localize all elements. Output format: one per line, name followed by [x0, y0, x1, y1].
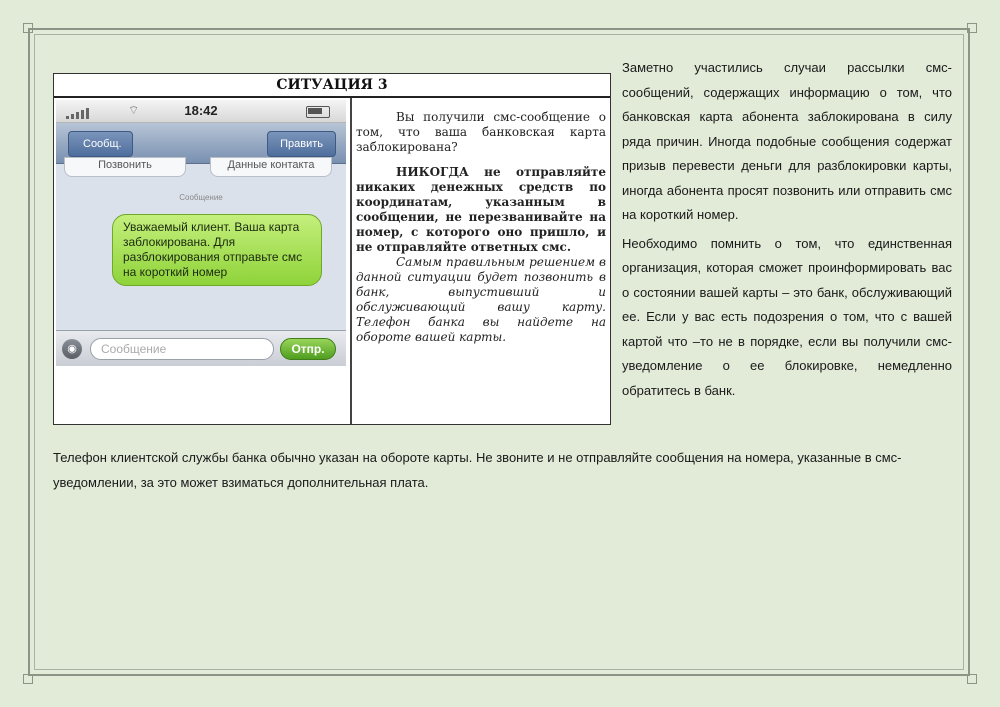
- message-input-bar: [56, 330, 346, 366]
- message-input[interactable]: Сообщение: [90, 338, 274, 360]
- situation-warning: НИКОГДА не отправляйте никаких денежных средств по координатам, указанным в сообщении, не перезванивайте на номер, с которого оно пришло, и не отправляйте ответных смс.: [356, 165, 606, 254]
- back-button[interactable]: Сообщ.: [68, 131, 133, 157]
- camera-icon[interactable]: ◉: [62, 339, 82, 359]
- corner-ornament: [967, 674, 977, 684]
- sms-bubble: Уважаемый клиент. Ваша карта заблокирована. Для разблокирования отправьте смс на короткий номер: [112, 214, 322, 286]
- phone-screenshot: [56, 100, 346, 366]
- corner-ornament: [967, 23, 977, 33]
- status-time: 18:42: [184, 103, 218, 118]
- situation-question: Вы получили смс-сообщение о том, что ваша банковская карта заблокирована?: [356, 110, 606, 154]
- right-column: [622, 56, 952, 403]
- situation-figure: [53, 73, 611, 425]
- paragraph-bottom: Телефон клиентской службы банка обычно указан на обороте карты. Не звоните и не отправляйте сообщения на номера, указанные в смс-уведомлении, за это может взиматься дополнительная плата.: [53, 450, 902, 490]
- contact-info-button[interactable]: Данные контакта: [210, 157, 332, 177]
- message-section-label: Сообщение: [179, 193, 223, 202]
- paragraph-intro: Заметно участились случаи рассылки смс-сообщений, содержащих информацию о том, что банковская карта абонента заблокирована в силу ряда причин. Иногда подобные сообщения содержат призыв перевести деньги для разблокировки карты, иногда абонента просят позвонить или отправить смс на короткий номер.: [622, 60, 952, 222]
- wifi-icon: ⌔: [128, 103, 140, 117]
- situation-advice: Самым правильным решением в данной ситуации будет позвонить в банк, выпустивший и обслуживающий вашу карту. Телефон банка вы найдете на обороте вашей карты.: [356, 255, 606, 344]
- paragraph-reminder: Необходимо помнить о том, что единственная организация, которая сможет проинформировать вас о состоянии вашей карты – это банк, обслуживающий ее. Если у вас есть подозрения о том, что с вашей картой что –то не в порядке, если вы получили смс-уведомление о ее блокировке, немедленно обратитесь в банк.: [622, 235, 952, 398]
- situation-text: [356, 110, 606, 345]
- call-button[interactable]: Позвонить: [64, 157, 186, 177]
- corner-ornament: [23, 674, 33, 684]
- column-divider: [350, 98, 352, 424]
- battery-icon: [306, 106, 330, 118]
- edit-button[interactable]: Править: [267, 131, 336, 157]
- send-button[interactable]: Отпр.: [280, 338, 336, 360]
- situation-title: СИТУАЦИЯ 3: [54, 74, 610, 98]
- corner-ornament: [23, 23, 33, 33]
- status-bar: [56, 100, 346, 123]
- contact-actions: [56, 159, 346, 177]
